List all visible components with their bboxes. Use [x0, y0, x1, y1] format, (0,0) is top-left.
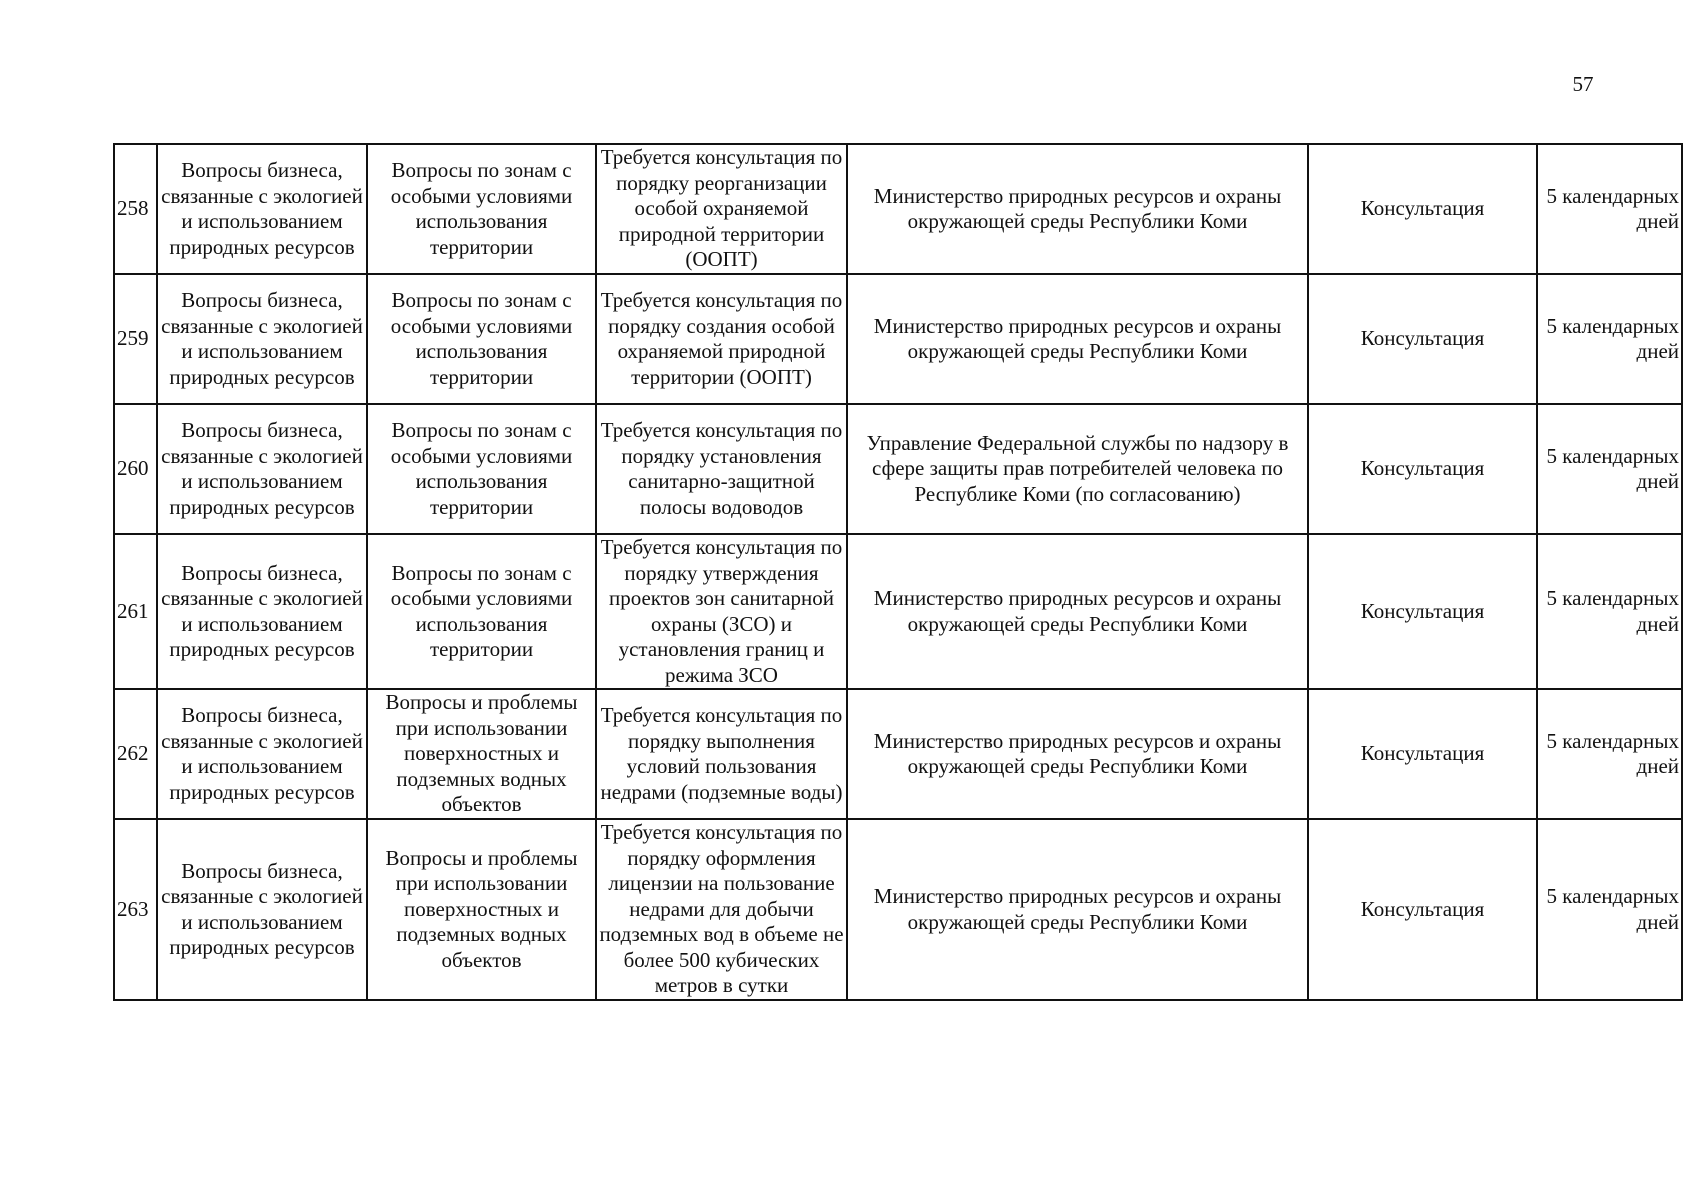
- term-cell: 5 календарных дней: [1537, 819, 1682, 1000]
- term-cell: 5 календарных дней: [1537, 689, 1682, 819]
- term-cell: 5 календарных дней: [1537, 144, 1682, 274]
- authority-cell: Управление Федеральной службы по надзору в сфере защиты прав потребителей человека по Республике Коми (по согласованию): [847, 404, 1308, 534]
- category-cell: Вопросы бизнеса, связанные с экологией и использованием природных ресурсов: [157, 534, 367, 689]
- authority-cell: Министерство природных ресурсов и охраны окружающей среды Республики Коми: [847, 144, 1308, 274]
- authority-cell: Министерство природных ресурсов и охраны окружающей среды Республики Коми: [847, 819, 1308, 1000]
- request-cell: Требуется консультация по порядку утверждения проектов зон санитарной охраны (ЗСО) и установления границ и режима ЗСО: [596, 534, 847, 689]
- authority-cell: Министерство природных ресурсов и охраны окружающей среды Республики Коми: [847, 274, 1308, 404]
- subcategory-cell: Вопросы по зонам с особыми условиями использования территории: [367, 144, 596, 274]
- request-cell: Требуется консультация по порядку реорганизации особой охраняемой природной территории (ООПТ): [596, 144, 847, 274]
- table-row: [114, 534, 1682, 689]
- row-number: 259: [114, 274, 157, 404]
- subcategory-cell: Вопросы по зонам с особыми условиями использования территории: [367, 534, 596, 689]
- subcategory-cell: Вопросы по зонам с особыми условиями использования территории: [367, 274, 596, 404]
- table-row: [114, 819, 1682, 1000]
- page-number: 57: [1572, 72, 1594, 96]
- authority-cell: Министерство природных ресурсов и охраны окружающей среды Республики Коми: [847, 534, 1308, 689]
- services-table: [113, 143, 1683, 1001]
- authority-cell: Министерство природных ресурсов и охраны окружающей среды Республики Коми: [847, 689, 1308, 819]
- subcategory-cell: Вопросы и проблемы при использовании поверхностных и подземных водных объектов: [367, 819, 596, 1000]
- category-cell: Вопросы бизнеса, связанные с экологией и использованием природных ресурсов: [157, 404, 367, 534]
- request-cell: Требуется консультация по порядку установления санитарно-защитной полосы водоводов: [596, 404, 847, 534]
- category-cell: Вопросы бизнеса, связанные с экологией и использованием природных ресурсов: [157, 274, 367, 404]
- row-number: 261: [114, 534, 157, 689]
- table-row: [114, 274, 1682, 404]
- service-cell: Консультация: [1308, 689, 1537, 819]
- request-cell: Требуется консультация по порядку оформления лицензии на пользование недрами для добычи подземных вод в объеме не более 500 кубических метров в сутки: [596, 819, 847, 1000]
- row-number: 263: [114, 819, 157, 1000]
- request-cell: Требуется консультация по порядку выполнения условий пользования недрами (подземные воды): [596, 689, 847, 819]
- service-cell: Консультация: [1308, 274, 1537, 404]
- term-cell: 5 календарных дней: [1537, 274, 1682, 404]
- category-cell: Вопросы бизнеса, связанные с экологией и использованием природных ресурсов: [157, 689, 367, 819]
- category-cell: Вопросы бизнеса, связанные с экологией и использованием природных ресурсов: [157, 144, 367, 274]
- row-number: 260: [114, 404, 157, 534]
- term-cell: 5 календарных дней: [1537, 404, 1682, 534]
- table-row: [114, 144, 1682, 274]
- subcategory-cell: Вопросы по зонам с особыми условиями использования территории: [367, 404, 596, 534]
- subcategory-cell: Вопросы и проблемы при использовании поверхностных и подземных водных объектов: [367, 689, 596, 819]
- category-cell: Вопросы бизнеса, связанные с экологией и использованием природных ресурсов: [157, 819, 367, 1000]
- service-cell: Консультация: [1308, 144, 1537, 274]
- table-row: [114, 404, 1682, 534]
- request-cell: Требуется консультация по порядку создания особой охраняемой природной территории (ООПТ): [596, 274, 847, 404]
- service-cell: Консультация: [1308, 404, 1537, 534]
- term-cell: 5 календарных дней: [1537, 534, 1682, 689]
- row-number: 262: [114, 689, 157, 819]
- service-cell: Консультация: [1308, 819, 1537, 1000]
- table-row: [114, 689, 1682, 819]
- service-cell: Консультация: [1308, 534, 1537, 689]
- row-number: 258: [114, 144, 157, 274]
